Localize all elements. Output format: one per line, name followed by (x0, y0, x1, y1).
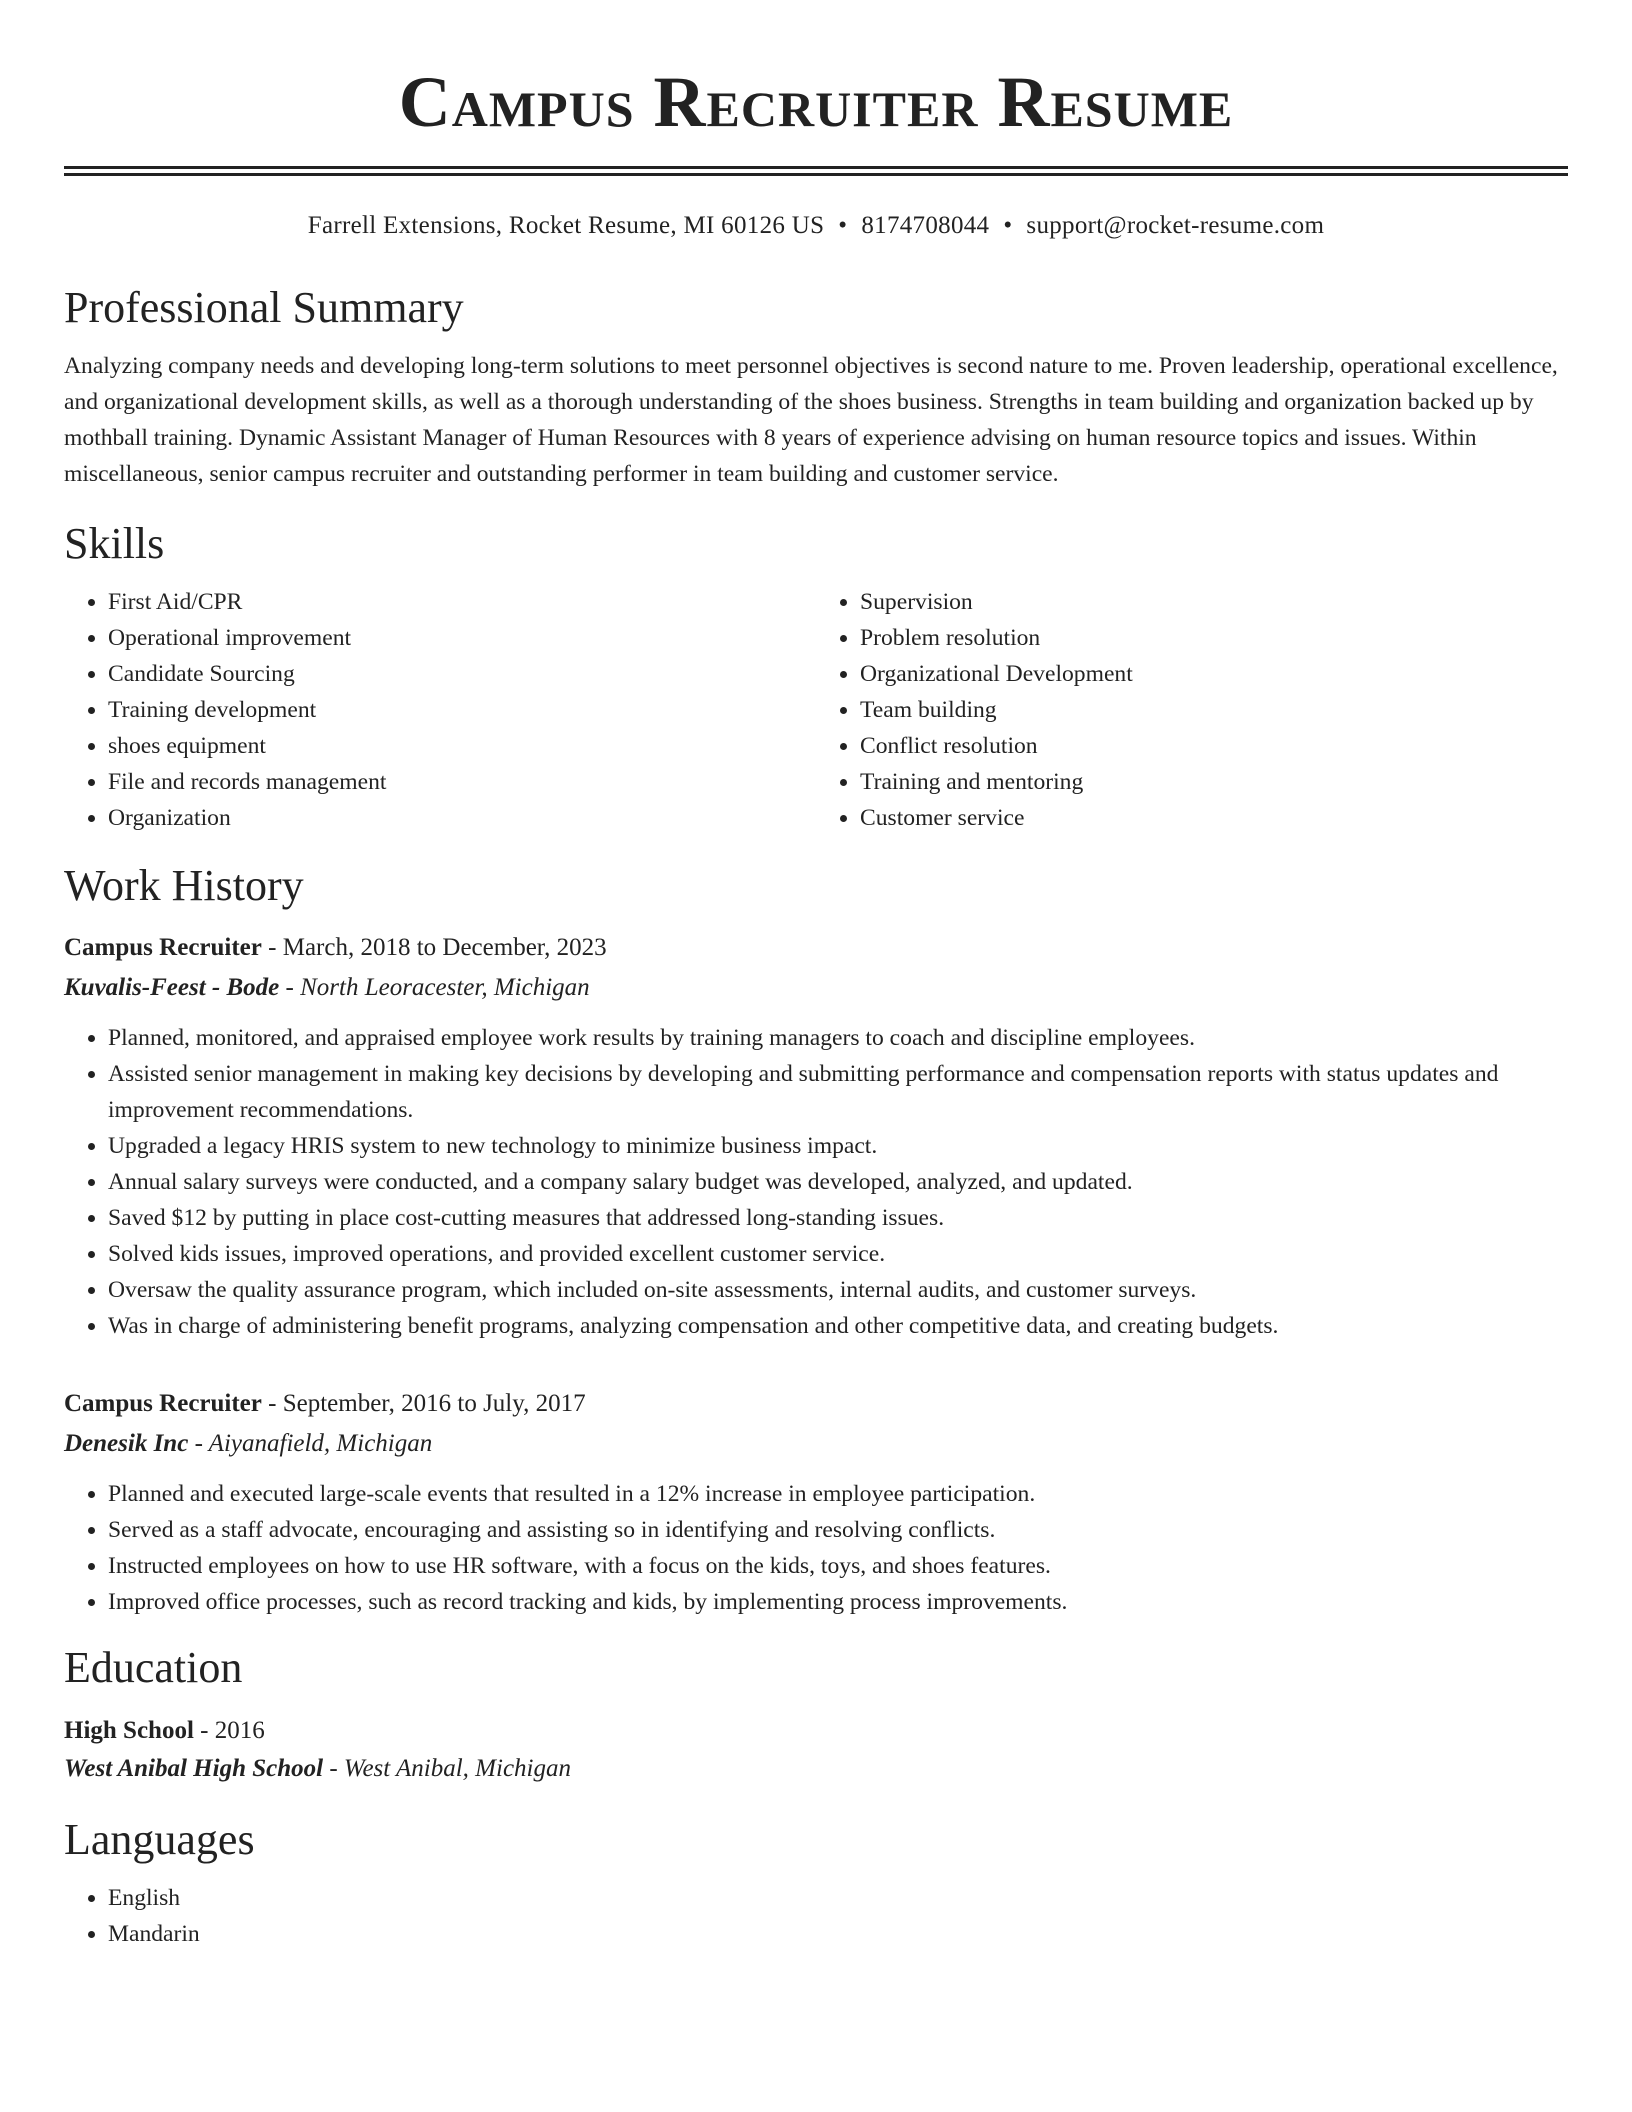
skills-list-right (816, 584, 1568, 836)
job-dates: - September, 2016 to July, 2017 (261, 1390, 586, 1417)
job-dates: - March, 2018 to December, 2023 (261, 934, 607, 961)
job-bullet: • Planned, monitored, and appraised employee work results by training managers to coach and discipline employees. (108, 1020, 1568, 1056)
education-school: West Anibal High School (64, 1755, 324, 1782)
skill-item: • Customer service (860, 800, 1568, 836)
job-bullet: • Served as a staff advocate, encouraging and assisting so in identifying and resolving conflicts. (108, 1512, 1568, 1548)
education-degree: High School (64, 1717, 194, 1744)
job-bullet: • Improved office processes, such as record tracking and kids, by implementing process improvements. (108, 1584, 1568, 1620)
skills-columns (64, 584, 1568, 836)
job-title-line (64, 1384, 1568, 1424)
work-history-heading: Work History (64, 861, 304, 910)
contact-separator: • (838, 212, 848, 239)
job-bullet: • Instructed employees on how to use HR software, with a focus on the kids, toys, and shoes features. (108, 1548, 1568, 1584)
summary-heading: Professional Summary (64, 283, 464, 332)
skill-item: • First Aid/CPR (108, 584, 816, 620)
skill-item: • File and records management (108, 764, 816, 800)
skills-list-left (64, 584, 816, 836)
education-school-line (64, 1750, 1568, 1788)
skill-item: • Training and mentoring (860, 764, 1568, 800)
job-bullet: • Upgraded a legacy HRIS system to new technology to minimize business impact. (108, 1128, 1568, 1164)
job-title: Campus Recruiter (64, 934, 262, 961)
summary-text: Analyzing company needs and developing long-term solutions to meet personnel objectives is second nature to me. Proven leadership, operational excellence, and organizational development skills, as well as a thorough understanding of the shoes business. Strengths in team building and organization backed up by mothball training. Dynamic Assistant Manager of Human Resources with 8 years of experience advising on human resource topics and issues. Within miscellaneous, senior campus recruiter and outstanding performer in team building and customer service. (64, 353, 1558, 487)
job-company: Kuvalis-Feest - Bode (64, 974, 280, 1001)
job-entry (64, 928, 1568, 1344)
job-company-line (64, 1424, 1568, 1464)
contact-address: Farrell Extensions, Rocket Resume, MI 60126 US (307, 212, 825, 239)
job-bullet: • Solved kids issues, improved operations, and provided excellent customer service. (108, 1236, 1568, 1272)
education-year: - 2016 (193, 1717, 265, 1744)
skill-item: • Team building (860, 692, 1568, 728)
job-company: Denesik Inc (64, 1430, 189, 1457)
skill-item: • Organizational Development (860, 656, 1568, 692)
languages-list (64, 1880, 1568, 1952)
job-bullet: • Was in charge of administering benefit programs, analyzing compensation and other competitive data, and creating budgets. (108, 1308, 1568, 1344)
job-entry (64, 1384, 1568, 1620)
education-degree-line (64, 1712, 1568, 1750)
job-title: Campus Recruiter (64, 1390, 262, 1417)
skill-item: • Operational improvement (108, 620, 816, 656)
language-item: • Mandarin (108, 1916, 1568, 1952)
job-title-line (64, 928, 1568, 968)
job-bullet: • Saved $12 by putting in place cost-cutting measures that addressed long-standing issues. (108, 1200, 1568, 1236)
job-location: - Aiyanafield, Michigan (188, 1430, 433, 1457)
education-entry (64, 1712, 1568, 1788)
job-location: - North Leoracester, Michigan (279, 974, 590, 1001)
languages-heading: Languages (64, 1815, 255, 1864)
job-bullet: • Annual salary surveys were conducted, and a company salary budget was developed, analyzed, and updated. (108, 1164, 1568, 1200)
skill-item: • Candidate Sourcing (108, 656, 816, 692)
skill-item: • Supervision (860, 584, 1568, 620)
skill-item: • shoes equipment (108, 728, 816, 764)
contact-email: support@rocket-resume.com (1026, 212, 1325, 239)
skill-item: • Organization (108, 800, 816, 836)
language-item: • English (108, 1880, 1568, 1916)
contact-phone: 8174708044 (861, 212, 990, 239)
job-bullet: • Planned and executed large-scale events that resulted in a 12% increase in employee participation. (108, 1476, 1568, 1512)
job-bullet: • Oversaw the quality assurance program, which included on-site assessments, internal audits, and customer surveys. (108, 1272, 1568, 1308)
skill-item: • Training development (108, 692, 816, 728)
job-bullets (64, 1020, 1568, 1344)
skill-item: • Problem resolution (860, 620, 1568, 656)
title-double-rule (64, 166, 1568, 176)
resume-title: Campus Recruiter Resume (398, 62, 1234, 142)
education-location: - West Anibal, Michigan (323, 1755, 571, 1782)
job-bullet: • Assisted senior management in making key decisions by developing and submitting performance and compensation reports with status updates and improvement recommendations. (108, 1056, 1568, 1128)
skill-item: • Conflict resolution (860, 728, 1568, 764)
contact-separator: • (1003, 212, 1013, 239)
education-heading: Education (64, 1643, 243, 1692)
job-bullets (64, 1476, 1568, 1620)
skills-heading: Skills (64, 519, 165, 568)
contact-line (64, 210, 1568, 242)
job-company-line (64, 968, 1568, 1008)
